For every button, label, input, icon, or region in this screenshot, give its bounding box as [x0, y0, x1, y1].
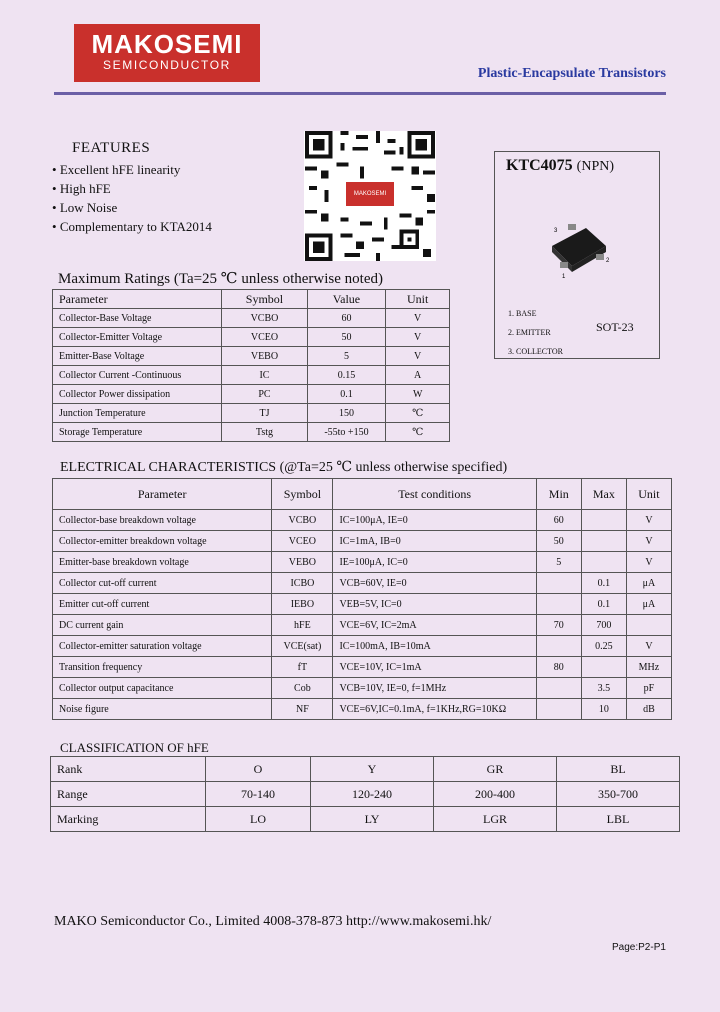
table-row	[53, 573, 672, 594]
polarity: (NPN)	[576, 159, 615, 174]
cell: V	[626, 552, 671, 573]
cell: 350-700	[557, 782, 680, 807]
document-subtitle: Plastic-Encapsulate Transistors	[477, 66, 666, 81]
cell: VCEO	[272, 531, 333, 552]
cell: W	[386, 385, 450, 404]
cell: Y	[311, 757, 434, 782]
cell	[536, 573, 581, 594]
page-number: Page:P2-P1	[612, 942, 666, 953]
table-row	[51, 757, 680, 782]
cell: V	[626, 531, 671, 552]
table-row	[51, 782, 680, 807]
table-row	[53, 615, 672, 636]
table-row	[53, 328, 450, 347]
footer-contact: MAKO Semiconductor Co., Limited 4008-378-873 http://www.makosemi.hk/	[54, 914, 492, 929]
cell: LBL	[557, 807, 680, 832]
cell: DC current gain	[53, 615, 272, 636]
cell: dB	[626, 699, 671, 720]
max-ratings-table	[52, 289, 450, 442]
cell: V	[386, 328, 450, 347]
cell: 0.25	[581, 636, 626, 657]
table-header-row	[53, 479, 672, 510]
cell	[626, 615, 671, 636]
cell: VCB=10V, IE=0, f=1MHz	[333, 678, 536, 699]
cell: VCB=60V, IE=0	[333, 573, 536, 594]
sot23-package-drawing	[546, 222, 612, 280]
cell: LO	[206, 807, 311, 832]
electrical-title: ELECTRICAL CHARACTERISTICS (@Ta=25 ℃ unless otherwise specified)	[60, 460, 508, 475]
part-number	[506, 157, 614, 175]
cell: Collector Current -Continuous	[53, 366, 222, 385]
header-cell: Value	[307, 290, 386, 309]
cell: IC=100mA, IB=10mA	[333, 636, 536, 657]
cell	[536, 699, 581, 720]
brand-name: MAKOSEMI	[91, 29, 243, 59]
cell: Collector-emitter saturation voltage	[53, 636, 272, 657]
cell: 150	[307, 404, 386, 423]
pin-number-1: 1	[562, 274, 566, 280]
cell: 80	[536, 657, 581, 678]
cell: Emitter-base breakdown voltage	[53, 552, 272, 573]
cell: TJ	[222, 404, 307, 423]
cell: NF	[272, 699, 333, 720]
cell: IC	[222, 366, 307, 385]
table-row	[53, 594, 672, 615]
table-row	[53, 636, 672, 657]
cell: Transition frequency	[53, 657, 272, 678]
cell: -55to +150	[307, 423, 386, 442]
cell: Collector-emitter breakdown voltage	[53, 531, 272, 552]
part-number-text: KTC4075	[506, 157, 573, 174]
header-cell: Test conditions	[333, 479, 536, 510]
cell: VCEO	[222, 328, 307, 347]
cell: hFE	[272, 615, 333, 636]
pin-number-2: 2	[606, 258, 610, 264]
cell: VCE(sat)	[272, 636, 333, 657]
cell: 0.15	[307, 366, 386, 385]
cell: VEB=5V, IC=0	[333, 594, 536, 615]
cell: Range	[51, 782, 206, 807]
cell: Storage Temperature	[53, 423, 222, 442]
electrical-table	[52, 478, 672, 720]
cell: Collector-base breakdown voltage	[53, 510, 272, 531]
cell: MHz	[626, 657, 671, 678]
cell: ℃	[386, 404, 450, 423]
feature-item: • Complementary to KTA2014	[52, 217, 212, 236]
cell	[536, 594, 581, 615]
cell: IC=1mA, IB=0	[333, 531, 536, 552]
cell: BL	[557, 757, 680, 782]
classification-table	[50, 756, 680, 832]
cell: VCBO	[272, 510, 333, 531]
pin-list	[508, 304, 563, 361]
cell: V	[386, 309, 450, 328]
cell: 120-240	[311, 782, 434, 807]
cell: V	[626, 510, 671, 531]
table-row	[51, 807, 680, 832]
cell: Collector-Base Voltage	[53, 309, 222, 328]
cell: μA	[626, 573, 671, 594]
cell: V	[386, 347, 450, 366]
table-row	[53, 699, 672, 720]
cell: Junction Temperature	[53, 404, 222, 423]
cell: 70	[536, 615, 581, 636]
max-ratings-title: Maximum Ratings (Ta=25 ℃ unless otherwise noted)	[58, 271, 383, 287]
qr-logo-badge: MAKOSEMI	[346, 182, 394, 206]
header-cell: Parameter	[53, 290, 222, 309]
cell	[581, 510, 626, 531]
feature-item: • Low Noise	[52, 198, 212, 217]
cell: Collector output capacitance	[53, 678, 272, 699]
pin-number-3: 3	[554, 228, 558, 234]
cell: 700	[581, 615, 626, 636]
cell: Collector Power dissipation	[53, 385, 222, 404]
cell: 60	[307, 309, 386, 328]
header-cell: Symbol	[272, 479, 333, 510]
cell: GR	[434, 757, 557, 782]
cell: VCBO	[222, 309, 307, 328]
table-row	[53, 347, 450, 366]
cell: VEBO	[272, 552, 333, 573]
header-cell: Symbol	[222, 290, 307, 309]
cell: 5	[307, 347, 386, 366]
pin-label: 2. EMITTER	[508, 328, 551, 337]
pin-label: 3. COLLECTOR	[508, 347, 563, 356]
brand-logo	[74, 24, 260, 82]
cell: 0.1	[581, 573, 626, 594]
cell: VCE=10V, IC=1mA	[333, 657, 536, 678]
pin-label: 1. BASE	[508, 309, 537, 318]
cell: PC	[222, 385, 307, 404]
cell: Cob	[272, 678, 333, 699]
cell: μA	[626, 594, 671, 615]
cell: LY	[311, 807, 434, 832]
cell: 3.5	[581, 678, 626, 699]
table-header-row	[53, 290, 450, 309]
cell: O	[206, 757, 311, 782]
table-row	[53, 309, 450, 328]
cell: 200-400	[434, 782, 557, 807]
cell: A	[386, 366, 450, 385]
cell: 5	[536, 552, 581, 573]
cell	[581, 552, 626, 573]
cell	[581, 657, 626, 678]
cell: 50	[307, 328, 386, 347]
cell: VCE=6V,IC=0.1mA, f=1KHz,RG=10KΩ	[333, 699, 536, 720]
cell: IC=100μA, IE=0	[333, 510, 536, 531]
feature-item: • Excellent hFE linearity	[52, 160, 212, 179]
cell: fT	[272, 657, 333, 678]
package-name: SOT-23	[596, 320, 634, 334]
header-cell: Parameter	[53, 479, 272, 510]
cell: Marking	[51, 807, 206, 832]
cell: LGR	[434, 807, 557, 832]
cell: Tstg	[222, 423, 307, 442]
header-divider	[54, 92, 666, 95]
cell: Rank	[51, 757, 206, 782]
cell: Emitter-Base Voltage	[53, 347, 222, 366]
cell: 60	[536, 510, 581, 531]
cell: 0.1	[581, 594, 626, 615]
cell: VCE=6V, IC=2mA	[333, 615, 536, 636]
header-cell: Max	[581, 479, 626, 510]
cell: Collector cut-off current	[53, 573, 272, 594]
cell: 0.1	[307, 385, 386, 404]
cell: V	[626, 636, 671, 657]
cell: VEBO	[222, 347, 307, 366]
cell: 10	[581, 699, 626, 720]
table-row	[53, 404, 450, 423]
cell: IEBO	[272, 594, 333, 615]
cell: IE=100μA, IC=0	[333, 552, 536, 573]
header-cell: Min	[536, 479, 581, 510]
table-row	[53, 531, 672, 552]
cell: Noise figure	[53, 699, 272, 720]
table-row	[53, 657, 672, 678]
classification-title: CLASSIFICATION OF hFE	[60, 740, 209, 755]
header-cell: Unit	[626, 479, 671, 510]
cell: pF	[626, 678, 671, 699]
brand-tagline: SEMICONDUCTOR	[103, 58, 231, 72]
table-row	[53, 385, 450, 404]
table-row	[53, 552, 672, 573]
features-list	[52, 160, 212, 236]
table-row	[53, 366, 450, 385]
cell	[581, 531, 626, 552]
header-cell: Unit	[386, 290, 450, 309]
features-title: FEATURES	[72, 140, 151, 156]
table-row	[53, 510, 672, 531]
cell: ICBO	[272, 573, 333, 594]
table-row	[53, 423, 450, 442]
cell: 50	[536, 531, 581, 552]
cell	[536, 678, 581, 699]
cell: Emitter cut-off current	[53, 594, 272, 615]
cell: 70-140	[206, 782, 311, 807]
cell: ℃	[386, 423, 450, 442]
cell: Collector-Emitter Voltage	[53, 328, 222, 347]
table-row	[53, 678, 672, 699]
cell	[536, 636, 581, 657]
feature-item: • High hFE	[52, 179, 212, 198]
